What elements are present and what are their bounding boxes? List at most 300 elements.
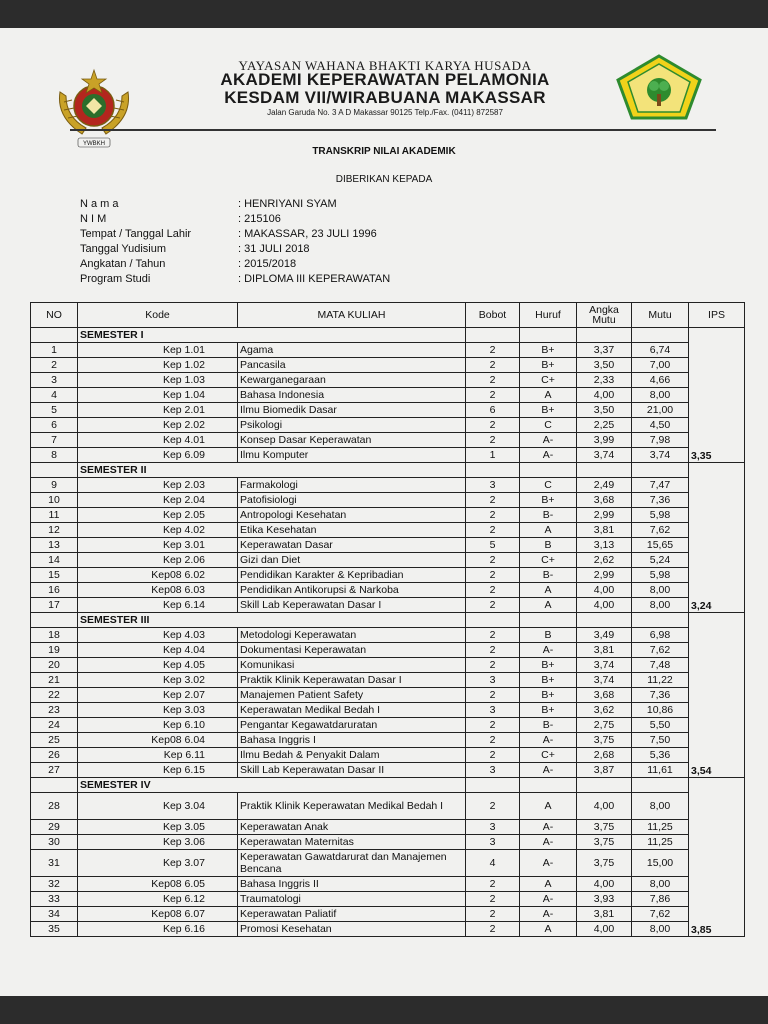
course-weight: 2 xyxy=(466,598,520,613)
table-row xyxy=(31,478,745,493)
row-number: 7 xyxy=(31,433,78,448)
field-value: : HENRIYANI SYAM xyxy=(238,198,337,210)
letter-grade: B+ xyxy=(520,673,577,688)
course-weight: 2 xyxy=(466,892,520,907)
course-code: Kep 2.07 xyxy=(78,688,238,703)
column-header: Huruf xyxy=(520,303,577,328)
course-name: Komunikasi xyxy=(238,658,466,673)
grade-point: 4,00 xyxy=(577,583,632,598)
letter-grade: C+ xyxy=(520,373,577,388)
quality-point: 6,74 xyxy=(632,343,689,358)
course-weight: 2 xyxy=(466,553,520,568)
row-number: 2 xyxy=(31,358,78,373)
course-code: Kep 2.03 xyxy=(78,478,238,493)
course-code: Kep 3.03 xyxy=(78,703,238,718)
course-code: Kep08 6.02 xyxy=(78,568,238,583)
course-name: Promosi Kesehatan xyxy=(238,922,466,937)
quality-point: 8,00 xyxy=(632,877,689,892)
grade-point: 2,75 xyxy=(577,718,632,733)
grade-point: 3,37 xyxy=(577,343,632,358)
row-number: 15 xyxy=(31,568,78,583)
course-weight: 3 xyxy=(466,478,520,493)
course-name: Bahasa Indonesia xyxy=(238,388,466,403)
grade-point: 3,50 xyxy=(577,403,632,418)
semester-header-blank xyxy=(466,613,520,628)
course-weight: 2 xyxy=(466,643,520,658)
grade-point: 2,99 xyxy=(577,508,632,523)
grade-point: 3,49 xyxy=(577,628,632,643)
course-name: Pancasila xyxy=(238,358,466,373)
course-code: Kep 3.05 xyxy=(78,820,238,835)
grade-point: 3,87 xyxy=(577,763,632,778)
table-row xyxy=(31,718,745,733)
quality-point: 7,36 xyxy=(632,493,689,508)
quality-point: 3,74 xyxy=(632,448,689,463)
semester-header-blank xyxy=(520,463,577,478)
course-code: Kep08 6.05 xyxy=(78,877,238,892)
course-code: Kep 3.07 xyxy=(78,850,238,877)
letter-grade: A xyxy=(520,583,577,598)
course-code: Kep 3.02 xyxy=(78,673,238,688)
row-number: 10 xyxy=(31,493,78,508)
row-number: 17 xyxy=(31,598,78,613)
row-number: 16 xyxy=(31,583,78,598)
semester-header-blank xyxy=(466,778,520,793)
course-weight: 1 xyxy=(466,448,520,463)
grade-point: 3,50 xyxy=(577,358,632,373)
grade-point: 3,81 xyxy=(577,907,632,922)
row-number: 4 xyxy=(31,388,78,403)
grade-point: 4,00 xyxy=(577,793,632,820)
course-weight: 2 xyxy=(466,628,520,643)
quality-point: 11,22 xyxy=(632,673,689,688)
quality-point: 7,50 xyxy=(632,733,689,748)
course-weight: 2 xyxy=(466,793,520,820)
row-number: 29 xyxy=(31,820,78,835)
letter-grade: B+ xyxy=(520,343,577,358)
quality-point: 7,48 xyxy=(632,658,689,673)
course-name: Ilmu Bedah & Penyakit Dalam xyxy=(238,748,466,763)
table-row xyxy=(31,820,745,835)
grade-point: 3,81 xyxy=(577,523,632,538)
row-number: 20 xyxy=(31,658,78,673)
course-code: Kep 6.14 xyxy=(78,598,238,613)
semester-header-blank xyxy=(520,613,577,628)
course-name: Traumatologi xyxy=(238,892,466,907)
row-number: 31 xyxy=(31,850,78,877)
course-name: Pendidikan Antikorupsi & Narkoba xyxy=(238,583,466,598)
table-row xyxy=(31,448,745,463)
row-number: 1 xyxy=(31,343,78,358)
letter-grade: A- xyxy=(520,643,577,658)
course-name: Etika Kesehatan xyxy=(238,523,466,538)
command-name: KESDAM VII/WIRABUANA MAKASSAR xyxy=(224,88,546,107)
table-row xyxy=(31,793,745,820)
course-name: Farmakologi xyxy=(238,478,466,493)
course-code: Kep 6.15 xyxy=(78,763,238,778)
course-code: Kep 3.04 xyxy=(78,793,238,820)
table-row xyxy=(31,493,745,508)
semester-header-blank xyxy=(577,463,632,478)
quality-point: 8,00 xyxy=(632,793,689,820)
course-weight: 2 xyxy=(466,688,520,703)
letter-grade: A xyxy=(520,598,577,613)
course-weight: 3 xyxy=(466,703,520,718)
course-name: Keperawatan Maternitas xyxy=(238,835,466,850)
quality-point: 5,36 xyxy=(632,748,689,763)
field-value: : 31 JULI 2018 xyxy=(238,243,310,255)
course-code: Kep 6.09 xyxy=(78,448,238,463)
course-code: Kep 6.12 xyxy=(78,892,238,907)
quality-point: 4,50 xyxy=(632,418,689,433)
course-code: Kep 2.04 xyxy=(78,493,238,508)
quality-point: 5,98 xyxy=(632,568,689,583)
course-name: Bahasa Inggris I xyxy=(238,733,466,748)
letter-grade: A xyxy=(520,877,577,892)
column-header: NO xyxy=(31,303,78,328)
quality-point: 7,86 xyxy=(632,892,689,907)
table-row xyxy=(31,403,745,418)
course-weight: 2 xyxy=(466,508,520,523)
course-weight: 2 xyxy=(466,388,520,403)
grade-point: 4,00 xyxy=(577,388,632,403)
ips-value: 3,54 xyxy=(689,613,745,778)
course-name: Pengantar Kegawatdaruratan xyxy=(238,718,466,733)
course-name: Patofisiologi xyxy=(238,493,466,508)
quality-point: 15,65 xyxy=(632,538,689,553)
course-code: Kep 6.11 xyxy=(78,748,238,763)
grade-point: 3,75 xyxy=(577,850,632,877)
quality-point: 15,00 xyxy=(632,850,689,877)
table-row xyxy=(31,907,745,922)
table-row xyxy=(31,433,745,448)
ips-value: 3,24 xyxy=(689,463,745,613)
row-number: 9 xyxy=(31,478,78,493)
course-weight: 2 xyxy=(466,418,520,433)
table-row xyxy=(31,418,745,433)
course-code: Kep 6.10 xyxy=(78,718,238,733)
course-code: Kep 4.05 xyxy=(78,658,238,673)
table-row xyxy=(31,877,745,892)
semester-header-blank xyxy=(31,328,78,343)
academy-pentagon-logo xyxy=(614,54,704,120)
course-weight: 2 xyxy=(466,493,520,508)
course-name: Skill Lab Keperawatan Dasar I xyxy=(238,598,466,613)
course-code: Kep 2.01 xyxy=(78,403,238,418)
grade-point: 2,62 xyxy=(577,553,632,568)
course-name: Bahasa Inggris II xyxy=(238,877,466,892)
course-code: Kep08 6.03 xyxy=(78,583,238,598)
quality-point: 8,00 xyxy=(632,922,689,937)
row-number: 27 xyxy=(31,763,78,778)
quality-point: 8,00 xyxy=(632,598,689,613)
grades-body xyxy=(31,328,745,937)
row-number: 35 xyxy=(31,922,78,937)
course-name: Keperawatan Paliatif xyxy=(238,907,466,922)
semester-header-blank xyxy=(577,778,632,793)
course-code: Kep 4.04 xyxy=(78,643,238,658)
quality-point: 4,66 xyxy=(632,373,689,388)
course-code: Kep 1.04 xyxy=(78,388,238,403)
semester-header-blank xyxy=(632,613,689,628)
table-row xyxy=(31,568,745,583)
ips-value: 3,85 xyxy=(689,778,745,937)
grade-point: 4,00 xyxy=(577,598,632,613)
row-number: 26 xyxy=(31,748,78,763)
course-name: Keperawatan Anak xyxy=(238,820,466,835)
semester-header-blank xyxy=(632,328,689,343)
grade-point: 2,25 xyxy=(577,418,632,433)
table-row xyxy=(31,658,745,673)
row-number: 28 xyxy=(31,793,78,820)
field-value: : MAKASSAR, 23 JULI 1996 xyxy=(238,228,377,240)
row-number: 5 xyxy=(31,403,78,418)
letter-grade: A xyxy=(520,793,577,820)
course-name: Gizi dan Diet xyxy=(238,553,466,568)
letter-grade: A- xyxy=(520,763,577,778)
letter-grade: B- xyxy=(520,568,577,583)
field-label: Program Studi xyxy=(80,273,151,285)
column-header: Angka Mutu xyxy=(577,303,632,328)
table-row xyxy=(31,643,745,658)
letter-grade: B+ xyxy=(520,688,577,703)
table-row xyxy=(31,583,745,598)
row-number: 23 xyxy=(31,703,78,718)
letter-grade: A- xyxy=(520,448,577,463)
field-label: Tempat / Tanggal Lahir xyxy=(80,228,192,240)
course-weight: 5 xyxy=(466,538,520,553)
semester-header-row xyxy=(31,613,745,628)
course-code: Kep 1.01 xyxy=(78,343,238,358)
table-row xyxy=(31,688,745,703)
semester-header-blank xyxy=(520,778,577,793)
table-row xyxy=(31,703,745,718)
course-weight: 2 xyxy=(466,877,520,892)
course-weight: 3 xyxy=(466,763,520,778)
table-row xyxy=(31,850,745,877)
letter-grade: B+ xyxy=(520,493,577,508)
header-divider xyxy=(70,129,716,131)
letter-grade: C xyxy=(520,478,577,493)
course-name: Praktik Klinik Keperawatan Medikal Bedah I xyxy=(238,793,466,820)
semester-header-row xyxy=(31,328,745,343)
letter-grade: B+ xyxy=(520,703,577,718)
row-number: 24 xyxy=(31,718,78,733)
letter-grade: A- xyxy=(520,850,577,877)
letter-grade: A- xyxy=(520,835,577,850)
table-row xyxy=(31,538,745,553)
row-number: 25 xyxy=(31,733,78,748)
row-number: 33 xyxy=(31,892,78,907)
grade-point: 3,68 xyxy=(577,688,632,703)
row-number: 11 xyxy=(31,508,78,523)
quality-point: 11,61 xyxy=(632,763,689,778)
course-name: Manajemen Patient Safety xyxy=(238,688,466,703)
course-code: Kep 1.03 xyxy=(78,373,238,388)
letter-grade: C xyxy=(520,418,577,433)
grade-point: 3,68 xyxy=(577,493,632,508)
course-name: Ilmu Biomedik Dasar xyxy=(238,403,466,418)
row-number: 32 xyxy=(31,877,78,892)
letter-grade: A- xyxy=(520,907,577,922)
institution-address: Jalan Garuda No. 3 A D Makassar 90125 Telp./Fax. (0411) 872587 xyxy=(267,108,503,117)
table-row xyxy=(31,748,745,763)
letter-grade: A xyxy=(520,388,577,403)
semester-header-blank xyxy=(31,778,78,793)
grade-point: 3,74 xyxy=(577,658,632,673)
quality-point: 5,98 xyxy=(632,508,689,523)
table-row xyxy=(31,598,745,613)
quality-point: 6,98 xyxy=(632,628,689,643)
course-weight: 2 xyxy=(466,523,520,538)
semester-header-blank xyxy=(577,613,632,628)
semester-header-row xyxy=(31,778,745,793)
course-name: Praktik Klinik Keperawatan Dasar I xyxy=(238,673,466,688)
table-row xyxy=(31,373,745,388)
course-code: Kep 2.05 xyxy=(78,508,238,523)
quality-point: 10,86 xyxy=(632,703,689,718)
course-weight: 3 xyxy=(466,820,520,835)
transcript-paper xyxy=(0,28,768,996)
letter-grade: A- xyxy=(520,733,577,748)
course-name: Dokumentasi Keperawatan xyxy=(238,643,466,658)
course-weight: 2 xyxy=(466,922,520,937)
letter-grade: B+ xyxy=(520,403,577,418)
course-name: Keperawatan Dasar xyxy=(238,538,466,553)
semester-header-blank xyxy=(31,613,78,628)
course-weight: 2 xyxy=(466,907,520,922)
table-row xyxy=(31,358,745,373)
course-weight: 2 xyxy=(466,373,520,388)
course-code: Kep 3.06 xyxy=(78,835,238,850)
course-code: Kep 1.02 xyxy=(78,358,238,373)
quality-point: 5,24 xyxy=(632,553,689,568)
field-value: : DIPLOMA III KEPERAWATAN xyxy=(238,273,391,285)
course-name: Konsep Dasar Keperawatan xyxy=(238,433,466,448)
row-number: 12 xyxy=(31,523,78,538)
course-name: Kewarganegaraan xyxy=(238,373,466,388)
semester-header-row xyxy=(31,463,745,478)
table-row xyxy=(31,763,745,778)
document-title: TRANSKRIP NILAI AKADEMIK xyxy=(312,146,456,157)
letter-grade: B- xyxy=(520,508,577,523)
table-row xyxy=(31,733,745,748)
quality-point: 7,47 xyxy=(632,478,689,493)
semester-title: SEMESTER IV xyxy=(78,778,466,793)
row-number: 22 xyxy=(31,688,78,703)
semester-title: SEMESTER I xyxy=(78,328,466,343)
course-weight: 2 xyxy=(466,343,520,358)
grade-point: 4,00 xyxy=(577,877,632,892)
grades-table xyxy=(30,302,745,937)
institution-name: AKADEMI KEPERAWATAN PELAMONIA xyxy=(220,70,550,89)
letter-grade: C+ xyxy=(520,553,577,568)
table-row xyxy=(31,922,745,937)
semester-header-blank xyxy=(632,463,689,478)
grade-point: 3,74 xyxy=(577,448,632,463)
course-weight: 2 xyxy=(466,583,520,598)
course-code: Kep 2.02 xyxy=(78,418,238,433)
letter-grade: A xyxy=(520,523,577,538)
course-weight: 2 xyxy=(466,718,520,733)
table-row xyxy=(31,523,745,538)
course-name: Antropologi Kesehatan xyxy=(238,508,466,523)
semester-header-blank xyxy=(466,463,520,478)
ips-value: 3,35 xyxy=(689,328,745,463)
course-code: Kep 3.01 xyxy=(78,538,238,553)
course-weight: 2 xyxy=(466,358,520,373)
svg-text:YWBKH: YWBKH xyxy=(82,141,106,147)
quality-point: 21,00 xyxy=(632,403,689,418)
course-name: Agama xyxy=(238,343,466,358)
field-value: : 215106 xyxy=(238,213,281,225)
row-number: 6 xyxy=(31,418,78,433)
grade-point: 4,00 xyxy=(577,922,632,937)
row-number: 19 xyxy=(31,643,78,658)
course-code: Kep 4.03 xyxy=(78,628,238,643)
quality-point: 7,36 xyxy=(632,688,689,703)
row-number: 34 xyxy=(31,907,78,922)
quality-point: 8,00 xyxy=(632,388,689,403)
course-code: Kep 2.06 xyxy=(78,553,238,568)
quality-point: 5,50 xyxy=(632,718,689,733)
course-name: Keperawatan Medikal Bedah I xyxy=(238,703,466,718)
field-label: Angkatan / Tahun xyxy=(80,258,166,270)
letter-grade: B xyxy=(520,628,577,643)
course-code: Kep 6.16 xyxy=(78,922,238,937)
course-weight: 4 xyxy=(466,850,520,877)
column-header: Bobot xyxy=(466,303,520,328)
course-weight: 3 xyxy=(466,835,520,850)
row-number: 13 xyxy=(31,538,78,553)
field-value: : 2015/2018 xyxy=(238,258,297,270)
grade-point: 2,68 xyxy=(577,748,632,763)
quality-point: 11,25 xyxy=(632,820,689,835)
table-row xyxy=(31,508,745,523)
grade-point: 3,93 xyxy=(577,892,632,907)
letter-grade: A xyxy=(520,922,577,937)
quality-point: 7,62 xyxy=(632,643,689,658)
course-name: Psikologi xyxy=(238,418,466,433)
grade-point: 3,74 xyxy=(577,673,632,688)
semester-title: SEMESTER III xyxy=(78,613,466,628)
semester-header-blank xyxy=(577,328,632,343)
course-weight: 2 xyxy=(466,658,520,673)
semester-header-blank xyxy=(632,778,689,793)
row-number: 3 xyxy=(31,373,78,388)
row-number: 14 xyxy=(31,553,78,568)
quality-point: 8,00 xyxy=(632,583,689,598)
quality-point: 7,62 xyxy=(632,907,689,922)
column-header: IPS xyxy=(689,303,745,328)
table-row xyxy=(31,892,745,907)
row-number: 18 xyxy=(31,628,78,643)
course-name: Metodologi Keperawatan xyxy=(238,628,466,643)
quality-point: 7,62 xyxy=(632,523,689,538)
grade-point: 3,81 xyxy=(577,643,632,658)
course-weight: 2 xyxy=(466,748,520,763)
course-name: Ilmu Komputer xyxy=(238,448,466,463)
grade-point: 3,75 xyxy=(577,733,632,748)
table-row xyxy=(31,835,745,850)
grade-point: 2,49 xyxy=(577,478,632,493)
table-header-row xyxy=(31,303,745,328)
table-row xyxy=(31,553,745,568)
grade-point: 2,33 xyxy=(577,373,632,388)
column-header: Kode xyxy=(78,303,238,328)
field-label: N I M xyxy=(80,213,107,225)
course-name: Keperawatan Gawatdarurat dan Manajemen Bencana xyxy=(238,850,466,877)
